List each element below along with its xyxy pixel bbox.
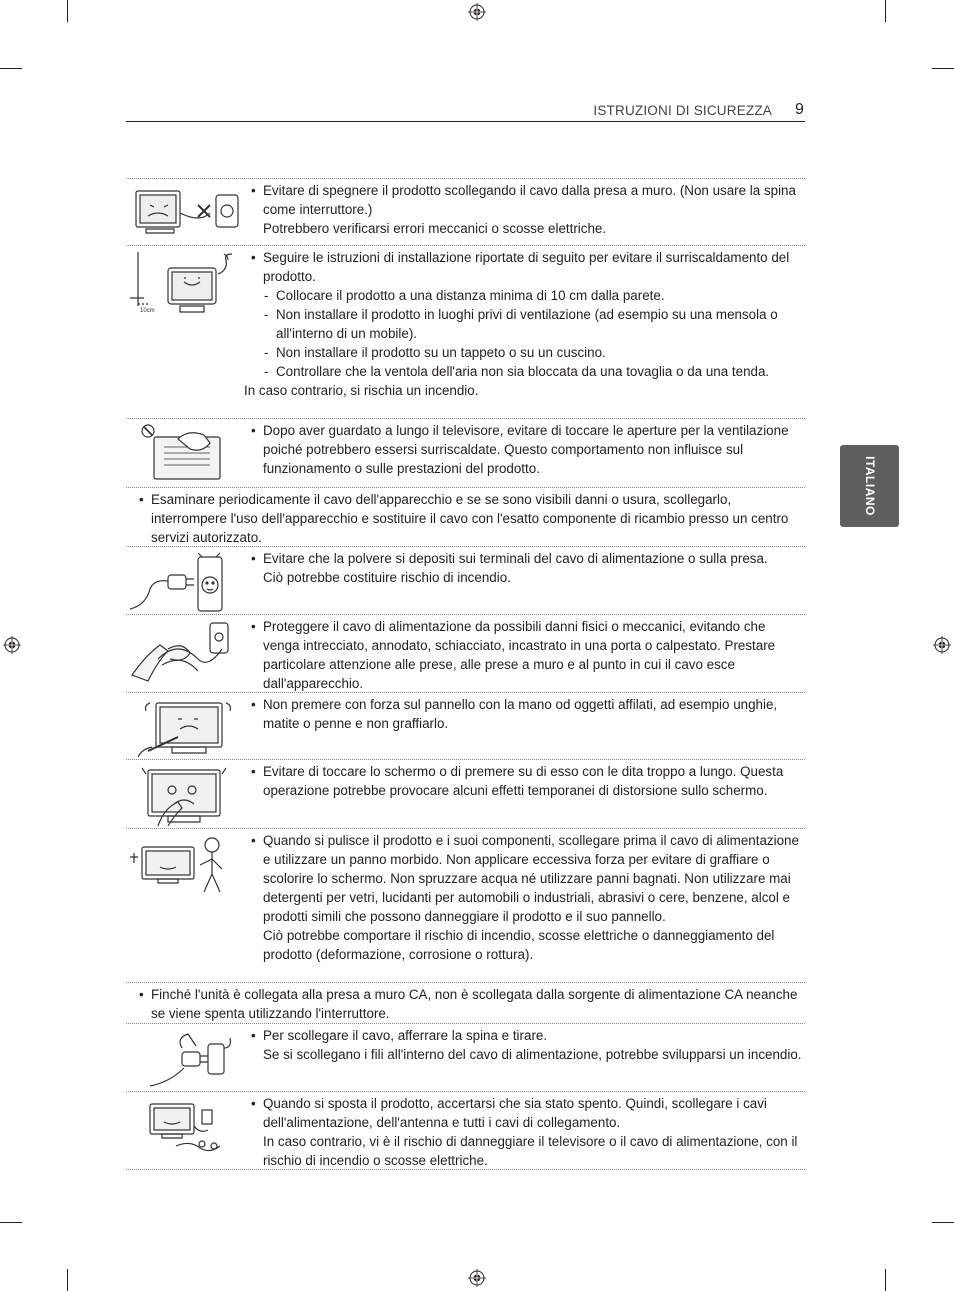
sub-item: - Collocare il prodotto a una distanza minima di 10 cm dalla parete. bbox=[248, 286, 805, 305]
language-tab: ITALIANO bbox=[840, 445, 899, 527]
bullet-text: • Seguire le istruzioni di installazione riportate di seguito per evitare il surriscaldamento del prodotto. bbox=[248, 248, 805, 286]
sub-item: - Non installare il prodotto in luoghi privi di ventilazione (ad esempio su una mensola o all'interno di un mobile). bbox=[248, 305, 805, 343]
scratch-panel-illustration bbox=[128, 697, 248, 759]
header-divider bbox=[126, 121, 805, 122]
safety-item bbox=[126, 692, 805, 759]
wall-distance-illustration bbox=[128, 250, 248, 320]
safety-item bbox=[126, 1091, 805, 1170]
illustration-label: 10cm bbox=[140, 308, 155, 314]
note-text: Ciò potrebbe costituire rischio di incendio. bbox=[263, 570, 511, 585]
crop-mark bbox=[885, 0, 886, 22]
registration-mark-icon bbox=[468, 1269, 486, 1287]
note-text: Potrebbero verificarsi errori meccanici o scosse elettriche. bbox=[263, 221, 607, 236]
bullet-text: • Per scollegare il cavo, afferrare la spina e tirare. bbox=[248, 1026, 805, 1045]
cleaning-tv-illustration bbox=[128, 833, 248, 895]
bullet-text: • Dopo aver guardato a lungo il televisore, evitare di toccare le aperture per la ventilazione poiché potrebbero essersi surriscaldate. Questo comportamento non influisce sul funzionamento o sulle prestazioni del prodotto. bbox=[248, 421, 805, 478]
bullet-text: • Finché l'unità è collegata alla presa a muro CA, non è scollegata dalla sorgente di alimentazione CA neanche se viene spenta utilizzando l'interruttore. bbox=[136, 985, 805, 1023]
pull-plug-illustration bbox=[128, 1028, 248, 1090]
safety-item bbox=[126, 828, 805, 982]
bullet-text: • Esaminare periodicamente il cavo dell'apparecchio e se se sono visibili danni o usura, scollegarlo, interrompere l'uso dell'apparecchio e sostituire il cavo con l'esatto componente di ricambio presso un centro servizi autorizzato. bbox=[136, 490, 805, 547]
safety-item bbox=[126, 614, 805, 692]
note-text: Ciò potrebbe comportare il rischio di incendio, scosse elettriche o danneggiamento del prodotto (deformazione, corrosione o rottura). bbox=[263, 928, 775, 962]
safety-item bbox=[126, 245, 805, 418]
note-text: In caso contrario, vi è il rischio di danneggiare il televisore o il cavo di alimentazione, con il rischio di incendio o scosse elettriche. bbox=[263, 1134, 798, 1168]
move-tv-illustration bbox=[128, 1096, 248, 1158]
sub-item: - Non installare il prodotto su un tappeto o su un cuscino. bbox=[248, 343, 805, 362]
crop-mark bbox=[67, 0, 68, 22]
bullet-text: • Non premere con forza sul pannello con la mano od oggetti affilati, ad esempio unghie, matite o penne e non graffiarlo. bbox=[248, 695, 805, 733]
crop-mark bbox=[67, 1269, 68, 1291]
safety-item bbox=[126, 759, 805, 828]
registration-mark-icon bbox=[3, 636, 21, 654]
safety-item bbox=[126, 1023, 805, 1091]
twisted-cord-illustration bbox=[128, 619, 248, 689]
bullet-text: • Quando si sposta il prodotto, accertarsi che sia stato spento. Quindi, scollegare i cavi dell'alimentazione, dell'antenna e tutti i cavi di collegamento. bbox=[248, 1094, 805, 1132]
crop-mark bbox=[0, 1222, 22, 1223]
sub-item: - Controllare che la ventola dell'aria non sia bloccata da una tovaglia o da una tenda. bbox=[248, 362, 805, 381]
bullet-text: • Proteggere il cavo di alimentazione da possibili danni fisici o meccanici, evitando che venga intrecciato, annodato, schiacciato, incastrato in una porta o calpestato. Prestare particolare attenzione alle prese, alle prese a muro e al punto in cui il cavo esce dall'apparecchio. bbox=[248, 617, 805, 693]
bullet-text: • Evitare che la polvere si depositi sui terminali del cavo di alimentazione o sulla presa. bbox=[248, 549, 805, 568]
safety-item bbox=[126, 487, 805, 546]
crop-mark bbox=[885, 1269, 886, 1291]
bullet-text: • Quando si pulisce il prodotto e i suoi componenti, scollegare prima il cavo di alimentazione e utilizzare un panno morbido. Non applicare eccessiva forza per evitare di graffiare o scolorire lo schermo. Non spruzzare acqua né utilizzare panni bagnati. Non utilizzare mai detergenti per vetri, lucidanti per automobili o industriali, abrasivi o cere, benzene, alcol e prodotti simili che possono danneggiare il prodotto e il suo pannello. bbox=[248, 831, 805, 926]
note-text: In caso contrario, si rischia un incendio. bbox=[244, 383, 479, 398]
safety-item bbox=[126, 982, 805, 1023]
crop-mark bbox=[0, 68, 22, 69]
safety-item bbox=[126, 418, 805, 487]
unplug-tv-illustration bbox=[128, 183, 248, 241]
dusty-plug-illustration bbox=[128, 551, 248, 613]
crop-mark bbox=[932, 1222, 954, 1223]
registration-mark-icon bbox=[468, 3, 486, 21]
bullet-text: • Evitare di toccare lo schermo o di premere su di esso con le dita troppo a lungo. Questa operazione potrebbe provocare alcuni effetti temporanei di distorsione sullo schermo. bbox=[248, 762, 805, 800]
safety-item bbox=[126, 178, 805, 245]
section-title: ISTRUZIONI DI SICUREZZA bbox=[593, 103, 772, 118]
hot-vent-illustration bbox=[128, 423, 248, 485]
safety-item bbox=[126, 546, 805, 614]
crop-mark bbox=[932, 68, 954, 69]
bullet-text: • Evitare di spegnere il prodotto scollegando il cavo dalla presa a muro. (Non usare la spina come interruttore.) bbox=[248, 181, 805, 219]
page-number: 9 bbox=[795, 101, 804, 118]
press-screen-illustration bbox=[128, 764, 248, 828]
note-text: Se si scollegano i fili all'interno del cavo di alimentazione, potrebbe svilupparsi un incendio. bbox=[263, 1047, 802, 1062]
registration-mark-icon bbox=[933, 636, 951, 654]
